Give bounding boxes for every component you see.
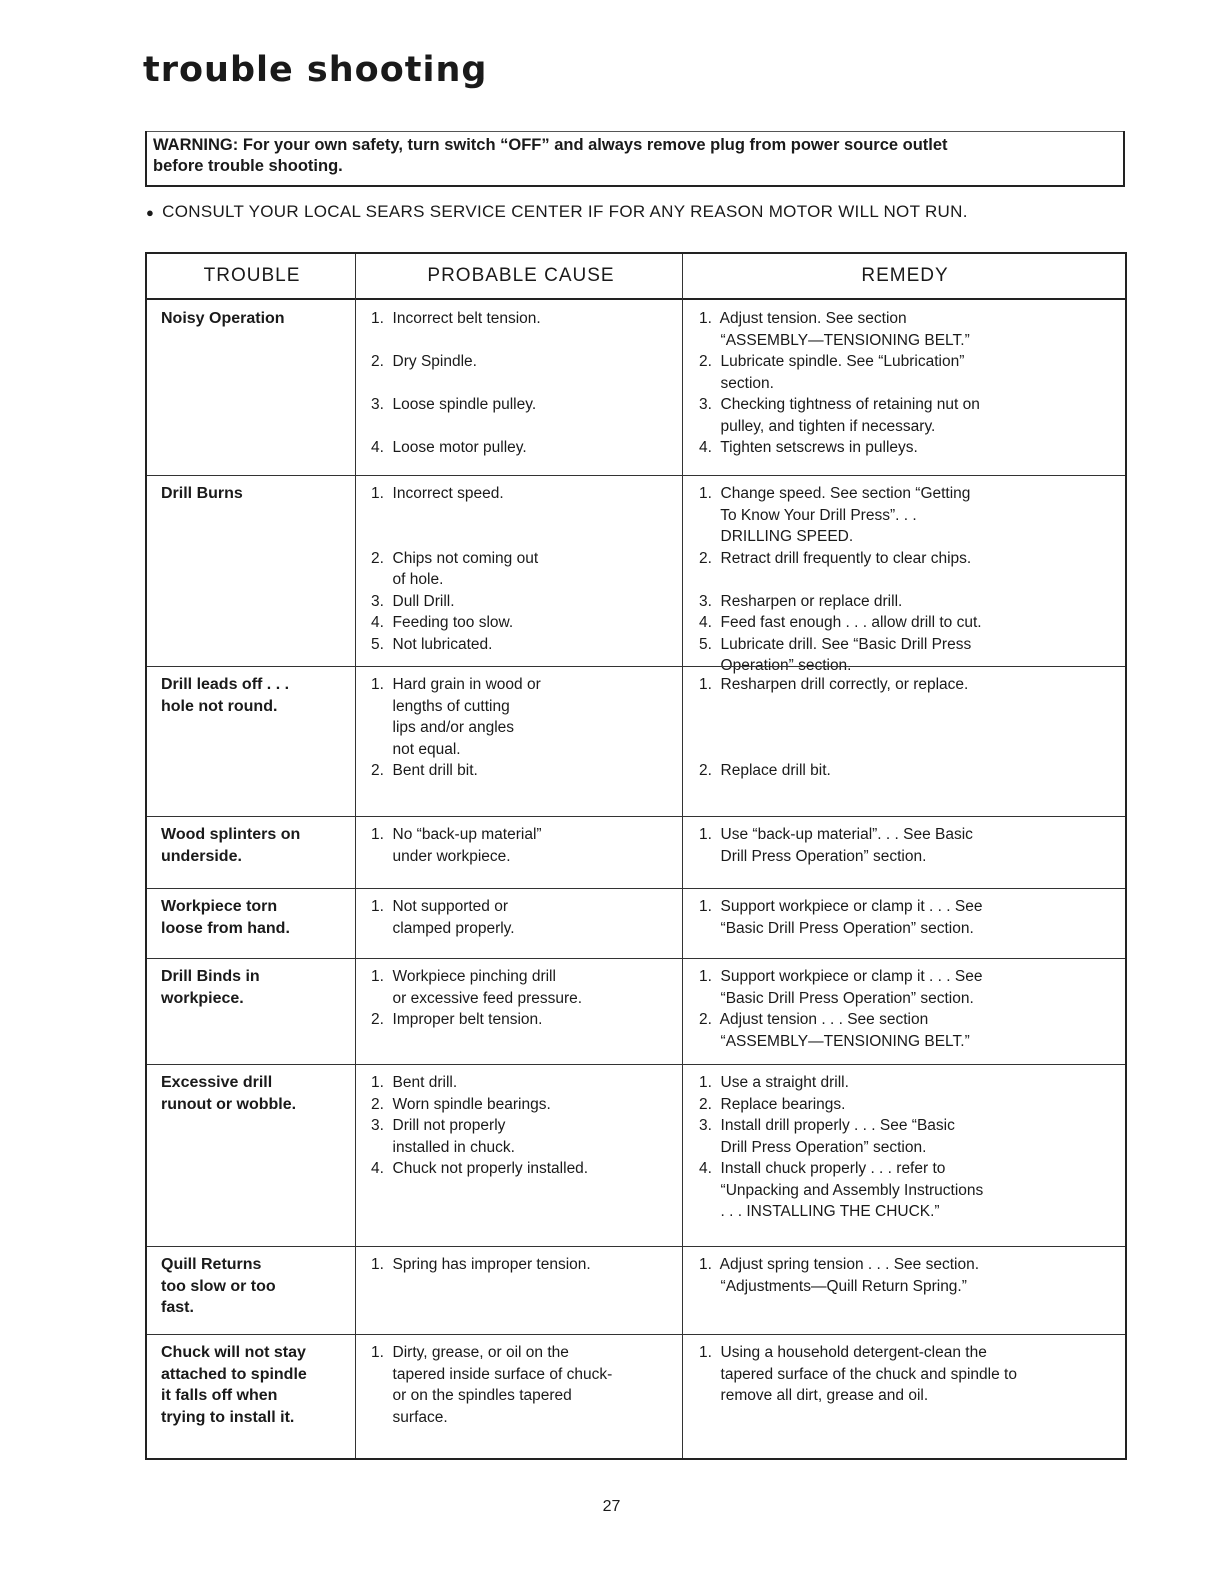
row-divider — [147, 1064, 1125, 1065]
remedy-cell: 1. Adjust spring tension . . . See section. “Adjustments—Quill Return Spring.” — [699, 1256, 980, 1295]
remedy-cell: 1. Support workpiece or clamp it . . . See “Basic Drill Press Operation” section. — [699, 898, 983, 937]
row-divider — [147, 888, 1125, 889]
trouble-cell: Quill Returns too slow or too fast. — [161, 1256, 276, 1316]
row-divider — [147, 666, 1125, 667]
cause-cell: 1. Incorrect belt tension. 2. Dry Spindle. 3. Loose spindle pulley. 4. Loose motor pulley. — [371, 310, 541, 456]
cause-cell: 1. Bent drill. 2. Worn spindle bearings. 3. Drill not properly installed in chuck. 4. Chuck not properly installed. — [371, 1074, 589, 1177]
header-trouble: TROUBLE — [147, 254, 357, 300]
warning-line-1: WARNING: For your own safety, turn switch “OFF” and always remove plug from power source outlet — [153, 136, 948, 154]
trouble-cell: Drill Binds in workpiece. — [161, 968, 260, 1007]
trouble-cell: Excessive drill runout or wobble. — [161, 1074, 297, 1113]
cause-cell: 1. Workpiece pinching drill or excessive feed pressure. 2. Improper belt tension. — [371, 968, 583, 1028]
row-divider — [147, 1334, 1125, 1335]
row-divider — [147, 475, 1125, 476]
trouble-cell: Drill leads off . . . hole not round. — [161, 676, 290, 715]
remedy-cell: 1. Using a household detergent-clean the tapered surface of the chuck and spindle to remove all dirt, grease and oil. — [699, 1344, 1017, 1404]
page-title: trouble shooting — [143, 50, 488, 90]
cause-cell: 1. No “back-up material” under workpiece. — [371, 826, 542, 865]
trouble-cell: Drill Burns — [161, 485, 243, 502]
remedy-cell: 1. Change speed. See section “Getting To Know Your Drill Press”. . . DRILLING SPEED. 2. Retract drill frequently to clear chips. 3. Resharpen or replace drill. 4. Feed fast enough . . . allow drill to cut. 5. Lubricate drill. See “Basic Drill Press Operation” section. — [699, 485, 982, 674]
trouble-cell: Noisy Operation — [161, 310, 285, 327]
page-number: 27 — [602, 1498, 621, 1515]
remedy-cell: 1. Use a straight drill. 2. Replace bearings. 3. Install drill properly . . . See “Basic Drill Press Operation” section. 4. Install chuck properly . . . refer to “Unpacking and Assembly Instructions . . . INSTALLING THE CHUCK.” — [699, 1074, 984, 1220]
header-probable-cause: PROBABLE CAUSE — [357, 254, 685, 300]
warning-box — [145, 131, 1125, 187]
cause-cell: 1. Incorrect speed. 2. Chips not coming out of hole. 3. Dull Drill. 4. Feeding too slow. 5. Not lubricated. — [371, 485, 539, 653]
consult-note — [146, 202, 968, 222]
warning-line-2: before trouble shooting. — [153, 157, 343, 175]
cause-cell: 1. Hard grain in wood or lengths of cutting lips and/or angles not equal. 2. Bent drill bit. — [371, 676, 541, 779]
remedy-cell: 1. Resharpen drill correctly, or replace. 2. Replace drill bit. — [699, 676, 969, 779]
row-divider — [147, 1246, 1125, 1247]
row-divider — [147, 958, 1125, 959]
trouble-shooting-table — [145, 252, 1127, 1460]
column-divider-2 — [682, 254, 683, 1458]
cause-cell: 1. Spring has improper tension. — [371, 1256, 591, 1273]
column-divider-1 — [355, 254, 356, 1458]
trouble-cell: Wood splinters on underside. — [161, 826, 301, 865]
remedy-cell: 1. Use “back-up material”. . . See Basic Drill Press Operation” section. — [699, 826, 973, 865]
header-remedy: REMEDY — [685, 254, 1125, 300]
consult-text: CONSULT YOUR LOCAL SEARS SERVICE CENTER IF FOR ANY REASON MOTOR WILL NOT RUN. — [162, 202, 968, 221]
warning-top-rule — [147, 131, 1123, 132]
remedy-cell: 1. Adjust tension. See section “ASSEMBLY—TENSIONING BELT.” 2. Lubricate spindle. See “Lubrication” section. 3. Checking tightness of retaining nut on pulley, and tighten if necessary. 4. Tighten setscrews in pulleys. — [699, 310, 980, 456]
row-divider — [147, 816, 1125, 817]
trouble-cell: Chuck will not stay attached to spindle it falls off when trying to install it. — [161, 1344, 307, 1426]
cause-cell: 1. Not supported or clamped properly. — [371, 898, 515, 937]
bullet-icon: ● — [146, 205, 155, 220]
trouble-cell: Workpiece torn loose from hand. — [161, 898, 290, 937]
remedy-cell: 1. Support workpiece or clamp it . . . See “Basic Drill Press Operation” section. 2. Adjust tension . . . See section “ASSEMBLY—TENSIONING BELT.” — [699, 968, 983, 1050]
cause-cell: 1. Dirty, grease, or oil on the tapered inside surface of chuck- or on the spindles tapered surface. — [371, 1344, 613, 1426]
